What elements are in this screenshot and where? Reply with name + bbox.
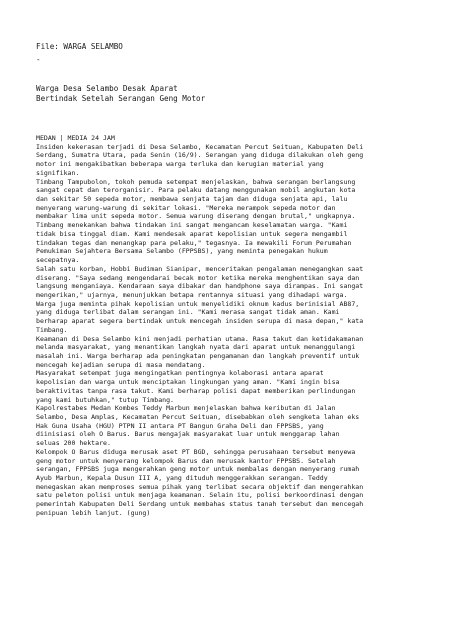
body-line: langsung menganiaya. Kendaraan saya dibakar dan handphone saya dirampas. Ini sangat [36, 282, 364, 291]
body-line: mengerikan," ujarnya, menunjukkan betapa rentannya situasi yang dihadapi warga. [36, 290, 348, 299]
body-line: Insiden kekerasan terjadi di Desa Selambo, Kecamatan Percut Seituan, Kabupaten Deli [36, 142, 364, 151]
body-line: Keamanan di Desa Selambo kini menjadi perhatian utama. Rasa takut dan ketidakamanan [36, 334, 364, 343]
body-line: Masyarakat setempat juga mengingatkan pentingnya kolaborasi antara aparat [36, 369, 324, 378]
headline-line: Bertindak Setelah Serangan Geng Motor [36, 93, 206, 103]
body-line: Ayub Marbun, Kepala Dusun III A, yang dituduh menggerakkan serangan. Teddy [36, 474, 328, 483]
body-line: kepolisian dan warga untuk menciptakan lingkungan yang aman. "Kami ingin bisa [36, 378, 340, 387]
body-line: tidak bisa tinggal diam. Kami mendesak aparat kepolisian untuk segera mengambil [36, 229, 348, 238]
body-line: berharap aparat segera bertindak untuk mencegah insiden serupa di masa depan," kata [36, 317, 364, 326]
body-line: Selambo, Desa Amplas, Kecamatan Percut Seituan, disebabkan oleh sengketa lahan eks [36, 413, 360, 421]
body-line: melanda masyarakat, yang menantikan langkah nyata dari aparat untuk menanggulangi [36, 343, 356, 352]
body-line: membakar lima unit sepeda motor. Semua warung diserang dengan brutal," ungkapnya. [36, 212, 356, 221]
body-line: Serdang, Sumatra Utara, pada Senin (16/9). Serangan yang diduga dilakukan oleh geng [36, 151, 364, 160]
body-line: satu peleton polisi untuk menjaga keamanan. Selain itu, polisi berkoordinasi dengan [36, 491, 364, 500]
body-line: signifikan. [36, 168, 80, 177]
body-line: Timbang Tampubolon, tokoh pemuda setempat menjelaskan, bahwa serangan berlangsung [36, 177, 356, 186]
body-line: sangat cepat dan terorganisir. Para pelaku datang menggunakan mobil angkutan kota [36, 186, 356, 195]
separator-dash: - [36, 55, 41, 64]
body-line: dan sekitar 50 sepeda motor, membawa senjata tajam dan diduga senjata api, lalu [36, 195, 348, 204]
body-line: menyerang warung-warung di sekitar lokasi. "Mereka merampok sepeda motor dan [36, 203, 336, 212]
body-line: Pemukiman Sejahtera Bersama Selambo (FPPSBS), yang meminta penegakan hukum [36, 247, 328, 256]
headline-line: Warga Desa Selambo Desak Aparat [36, 84, 178, 93]
body-line: menegaskan akan memproses semua pihak yang terlibat secara objektif dan mengerahkan [36, 482, 364, 491]
body-line: yang diduga terlibat dalam serangan ini. "Kami merasa sangat tidak aman. Kami [36, 308, 340, 317]
body-line: secepatnya. [36, 256, 80, 265]
body-line: serangan, FPPSBS juga mengerahkan geng motor untuk membalas dengan menyerang rumah [36, 465, 360, 474]
body-line: geng motor untuk menyerang kelompok Barus dan merusak kantor FPPSBS. Setelah [36, 456, 336, 465]
body-line: yang kami butuhkan," tutup Timbang. [36, 395, 174, 404]
body-line: pemerintah Kabupaten Deli Serdang untuk membahas status tanah tersebut dan mencegah [36, 500, 364, 509]
body-line: beraktivitas tanpa rasa takut. Kami berharap polisi dapat memberikan perlindungan [36, 386, 356, 395]
body-line: Warga juga meminta pihak kepolisian untuk menyelidiki oknum kadus berinisial AB87, [36, 299, 360, 308]
body-line: Hak Guna Usaha (HGU) PTPN II antara PT Bangun Graha Deli dan FPPSBS, yang [36, 421, 324, 430]
body-line: tindakan tegas dan menangkap para pelaku," tegasnya. Ia mewakili Forum Perumahan [36, 238, 352, 247]
article-body [36, 134, 440, 518]
body-line: Salah satu korban, Hobbi Budiman Sianipar, menceritakan pengalaman menegangkan saat [36, 264, 364, 273]
body-line: Timbang. [36, 325, 68, 334]
body-line: diinisiasi oleh O Barus. Barus mengajak masyarakat luar untuk menggarap lahan [36, 430, 340, 439]
body-line: mencegah kejadian serupa di masa mendatang. [36, 360, 206, 369]
body-line: seluas 200 hektare. [36, 439, 111, 448]
body-line: motor ini mengakibatkan beberapa warga terluka dan kerugian material yang [36, 160, 324, 169]
dateline: MEDAN | MEDIA 24 JAM [36, 134, 115, 142]
body-line: diserang. "Saya sedang mengendarai becak motor ketika mereka menghentikan saya dan [36, 273, 360, 282]
body-line: Kelompok O Barus diduga merusak aset PT BGD, sehingga perusahaan tersebut menyewa [36, 447, 356, 456]
headline [36, 84, 205, 104]
file-label: File: WARGA SELAMBO [36, 42, 123, 51]
body-line: Timbang menekankan bahwa tindakan ini sangat mengancam keselamatan warga. "Kami [36, 221, 348, 230]
body-line: penipuan lebih lanjut. (gung) [36, 508, 151, 517]
body-line: Kapolrestabes Medan Kombes Teddy Marbun menjelaskan bahwa keributan di Jalan [36, 404, 336, 413]
body-line: masalah ini. Warga berharap ada peningkatan pengamanan dan langkah preventif untuk [36, 351, 360, 360]
